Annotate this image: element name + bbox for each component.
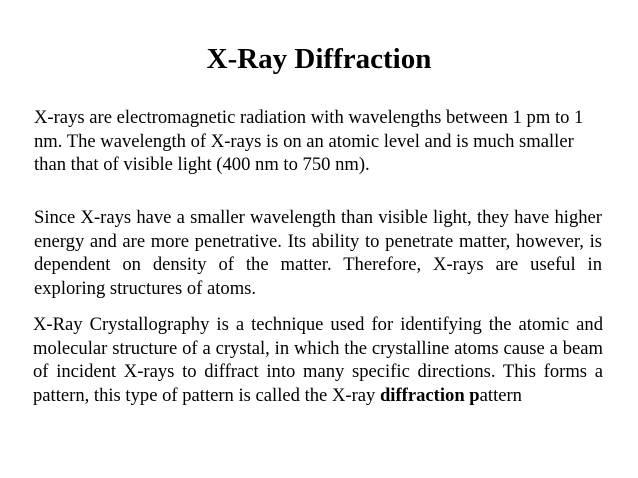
paragraph-crystallography (33, 313, 603, 407)
crystallography-text: X-Ray Crystallography is a technique used for identifying the atomic and molecular structure of a crystal, in which the crystalline atoms cause a beam of incident X-rays to diffract into many specific directions. This forms a pattern, this type of pattern is called the X-ray (33, 314, 603, 406)
paragraph-wavelength: X-rays are electromagnetic radiation with wavelengths between 1 pm to 1 nm. The wavelength of X-rays is on an atomic level and is much smaller than that of visible light (400 nm to 750 nm). (34, 107, 584, 175)
pattern-suffix: attern (479, 384, 522, 406)
paragraph-penetration: Since X-rays have a smaller wavelength than visible light, they have higher energy and are more penetrative. Its ability to penetrate matter, however, is dependent on density of the matter. Therefore, X-rays are useful in exploring structures of atoms. (34, 207, 602, 299)
diffraction-pattern-bold: diffraction p (379, 384, 480, 406)
slide-title: X-Ray Diffraction (206, 43, 432, 75)
